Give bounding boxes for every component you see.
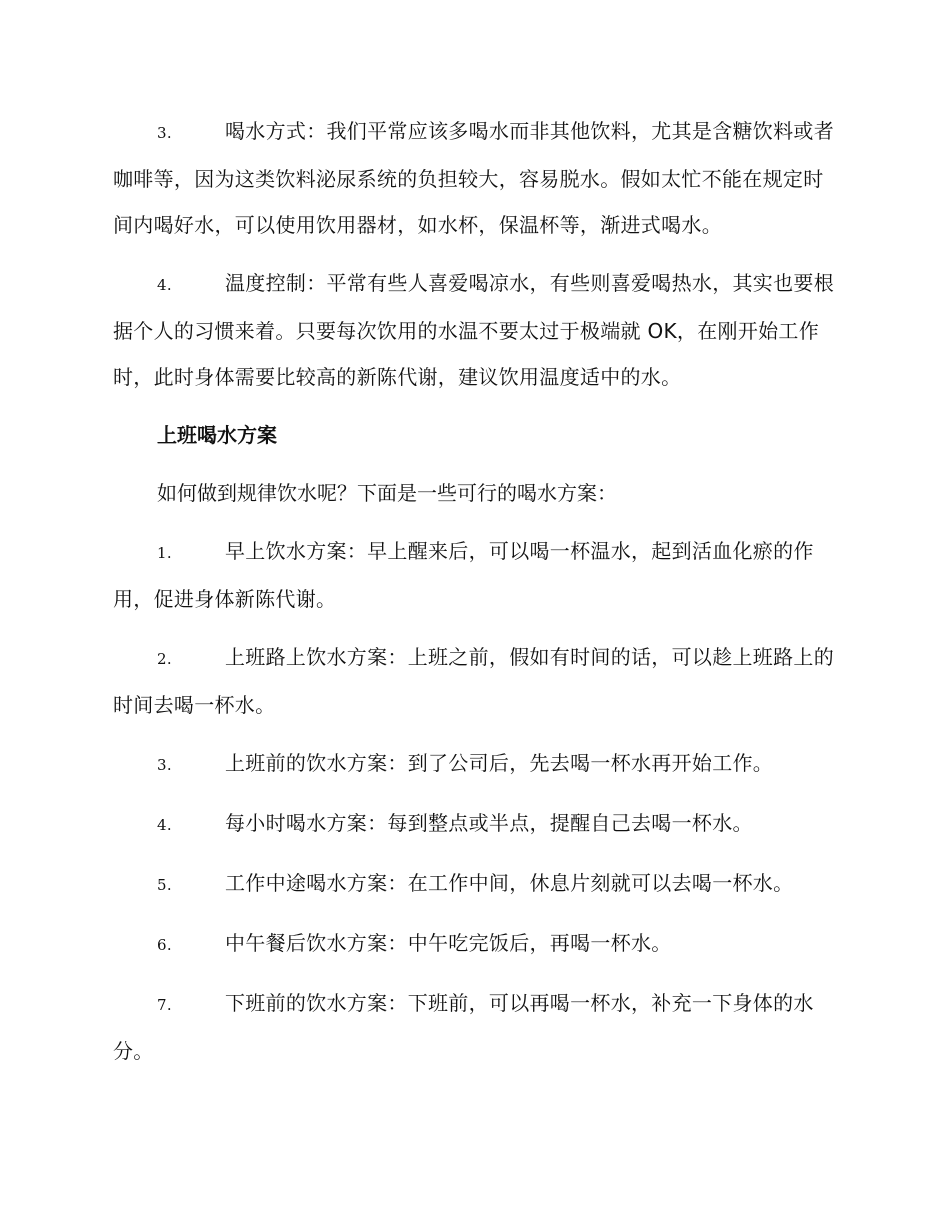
- list-number: 4.: [157, 816, 172, 834]
- list-text: 每小时喝水方案：每到整点或半点，提醒自己去喝一杯水。: [225, 811, 753, 835]
- list-item-plan-6: [113, 920, 835, 968]
- list-item-plan-4: [113, 800, 835, 848]
- list-text: 早上饮水方案：早上醒来后，可以喝一杯温水，起到活血化瘀的作用，促进身体新陈代谢。: [113, 539, 814, 611]
- list-text: 上班路上饮水方案：上班之前，假如有时间的话，可以趁上班路上的时间去喝一杯水。: [113, 645, 834, 717]
- list-number: 3.: [157, 756, 172, 774]
- list-item-plan-2: [113, 634, 835, 728]
- list-item-plan-3: [113, 740, 835, 788]
- list-number: 6.: [157, 936, 172, 954]
- list-text: 下班前的饮水方案：下班前，可以再喝一杯水，补充一下身体的水分。: [113, 991, 814, 1063]
- list-text: 工作中途喝水方案：在工作中间，休息片刻就可以去喝一杯水。: [225, 871, 794, 895]
- list-number: 4.: [157, 276, 172, 294]
- list-item-plan-1: [113, 528, 835, 622]
- list-item-plan-5: [113, 860, 835, 908]
- list-number: 1.: [157, 544, 172, 562]
- list-number: 7.: [157, 996, 172, 1014]
- list-item-plan-7: [113, 980, 835, 1074]
- list-number: 3.: [157, 124, 172, 142]
- list-item-temperature-control: [113, 260, 835, 400]
- document-page: [113, 108, 835, 1086]
- list-item-water-method: [113, 108, 835, 248]
- intro-paragraph: 如何做到规律饮水呢？下面是一些可行的喝水方案：: [157, 481, 617, 505]
- list-text: 温度控制：平常有些人喜爱喝凉水，有些则喜爱喝热水，其实也要根据个人的习惯来着。只要每次饮用的水温不要太过于极端就 OK，在刚开始工作时，此时身体需要比较高的新陈代谢，建议饮用温度适中的水。: [113, 271, 834, 389]
- list-text: 上班前的饮水方案：到了公司后，先去喝一杯水再开始工作。: [225, 751, 774, 775]
- list-text: 喝水方式：我们平常应该多喝水而非其他饮料，尤其是含糖饮料或者咖啡等，因为这类饮料泌尿系统的负担较大，容易脱水。假如太忙不能在规定时间内喝好水，可以使用饮用器材，如水杯，保温杯等，渐进式喝水。: [113, 119, 834, 237]
- section-heading: 上班喝水方案: [157, 423, 277, 447]
- list-number: 5.: [157, 876, 172, 894]
- list-text: 中午餐后饮水方案：中午吃完饭后，再喝一杯水。: [225, 931, 672, 955]
- list-number: 2.: [157, 650, 172, 668]
